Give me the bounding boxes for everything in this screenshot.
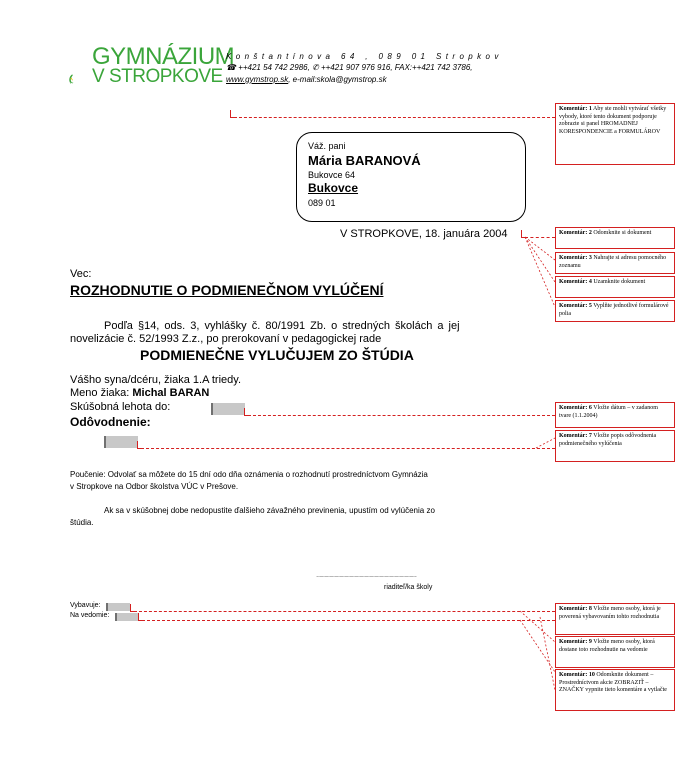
comment-text-4: Uzamknite dokument xyxy=(593,279,646,285)
comment-label-2: Komentár: 2 xyxy=(559,230,592,236)
recipient-name: Mária BARANOVÁ xyxy=(308,153,421,168)
comment-anchor-6 xyxy=(248,415,555,416)
school-web-link[interactable]: www.gymstrop.sk xyxy=(226,75,289,84)
comment-label-6: Komentár: 6 xyxy=(559,405,592,411)
recipient-salutation: Váž. pani xyxy=(308,141,346,151)
comment-label-10: Komentár: 10 xyxy=(559,672,595,678)
comment-box-1[interactable] xyxy=(555,103,675,165)
student-name-line xyxy=(70,387,209,399)
instruction-line-2: v Stropkove na Odbor školstva VÚC v Prešove. xyxy=(70,482,239,491)
comment-box-4[interactable] xyxy=(555,276,675,298)
comment-anchor-8 xyxy=(134,611,555,612)
comment-anchor-2 xyxy=(525,237,555,238)
comment-text-10: Odomknite dokument – Prostredníctvom akcie ZOBRAZIŤ – ZNAČKY vypnite tieto komentáre a vytlačte xyxy=(559,672,667,694)
student-name-label: Meno žiaka: xyxy=(70,387,133,399)
reason-label: Odôvodnenie: xyxy=(70,415,151,429)
warning-line-1: Ak sa v skúšobnej dobe nedopustite ďalšieho závažného previnenia, upustím od vylúčenia zo xyxy=(104,506,435,515)
comment-anchor-9 xyxy=(142,620,555,621)
instruction-line-1: Poučenie: Odvolať sa môžete do 15 dní odo dňa oznámenia o rozhodnutí prostredníctvom Gymnázia xyxy=(70,470,428,479)
comment-box-6[interactable] xyxy=(555,402,675,428)
school-address: Konštantínova 64 , 089 01 Stropkov xyxy=(226,52,503,61)
comment-box-7[interactable] xyxy=(555,430,675,462)
handled-by-field[interactable] xyxy=(106,603,130,611)
warning-line-2: štúdia. xyxy=(70,518,94,527)
comment-label-1: Komentár: 1 xyxy=(559,106,592,112)
vec-label: Vec: xyxy=(70,268,92,280)
comment-text-2: Odomknite si dokument xyxy=(593,230,652,236)
informed-field[interactable] xyxy=(115,613,139,621)
comment-text-1: Aby ste mohli vytvárať všetky vybody, ktoré tento dokument podporuje zobrazte si panel HROMADNEJ KORESPONDENCIE a FORMULÁROV xyxy=(559,106,667,135)
comment-box-5[interactable] xyxy=(555,300,675,322)
student-name-value: Michal BARAN xyxy=(132,387,210,399)
probation-date-field[interactable] xyxy=(211,403,245,415)
comment-text-9: Vložte meno osoby, ktorá dostane toto rozhodnutie na vedomie xyxy=(559,639,655,653)
recipient-city: Bukovce xyxy=(308,181,359,195)
reason-field[interactable] xyxy=(104,436,138,448)
comment-text-5: Vyplňte jednotlivé formulárové polia xyxy=(559,303,669,317)
comment-box-10[interactable] xyxy=(555,669,675,711)
comment-text-6: Vložte dátum – v zadanom tvare (1.1.2004) xyxy=(559,405,658,419)
comment-anchor-1 xyxy=(234,117,555,118)
school-email: , e-mail:skola@gymstrop.sk xyxy=(288,75,387,84)
document-subject: ROZHODNUTIE O PODMIENEČNOM VYLÚČENÍ xyxy=(70,282,384,298)
recipient-zip: 089 01 xyxy=(308,198,336,208)
decision-heading: PODMIENEČNE VYLUČUJEM ZO ŠTÚDIA xyxy=(140,347,414,363)
legal-basis-line-2: novelizácie č. 52/1993 Z.z., po prerokovaní v pedagogickej rade xyxy=(70,333,382,345)
place-date: V STROPKOVE, 18. januára 2004 xyxy=(340,228,508,240)
comment-text-8: Vložte meno osoby, ktorá je poverená vybavovaním tohto rozhodnutia xyxy=(559,606,661,620)
logo-text-bottom: V STROPKOVE xyxy=(92,66,223,87)
logo-text-top: GYMNÁZIUM xyxy=(92,43,235,70)
signature-label: riaditeľ/ka školy xyxy=(384,584,433,591)
comment-label-5: Komentár: 5 xyxy=(559,303,592,309)
comment-text-3: Nahrajte si adresu pomocného zoznamu xyxy=(559,255,667,269)
signature-line: …………………………………………………… xyxy=(316,573,416,579)
handled-by-label: Vybavuje: xyxy=(70,602,101,609)
comment-text-7: Vložte popis odôvodnenia podmienečného vylúčenia xyxy=(559,433,657,447)
comment-box-8[interactable] xyxy=(555,603,675,635)
comment-box-2[interactable] xyxy=(555,227,675,249)
comment-label-8: Komentár: 8 xyxy=(559,606,592,612)
student-line: Vášho syna/dcéru, žiaka 1.A triedy. xyxy=(70,374,241,386)
comment-label-4: Komentár: 4 xyxy=(559,279,592,285)
comment-anchor-7 xyxy=(141,448,555,449)
comment-label-7: Komentár: 7 xyxy=(559,433,592,439)
recipient-street: Bukovce 64 xyxy=(308,170,356,180)
comment-label-9: Komentár: 9 xyxy=(559,639,592,645)
informed-label: Na vedomie: xyxy=(70,612,110,619)
school-phones: ☎ ++421 54 742 2986, ✆ ++421 907 976 916, FAX:++421 742 3786, xyxy=(226,63,473,72)
comment-label-3: Komentár: 3 xyxy=(559,255,592,261)
comment-box-9[interactable] xyxy=(555,636,675,668)
school-contact xyxy=(226,75,387,84)
legal-basis-line-1: Podľa §14, ods. 3, vyhlášky č. 80/1991 Zb. o stredných školách a jej xyxy=(104,320,460,332)
comment-box-3[interactable] xyxy=(555,252,675,274)
probation-label: Skúšobná lehota do: xyxy=(70,401,171,413)
